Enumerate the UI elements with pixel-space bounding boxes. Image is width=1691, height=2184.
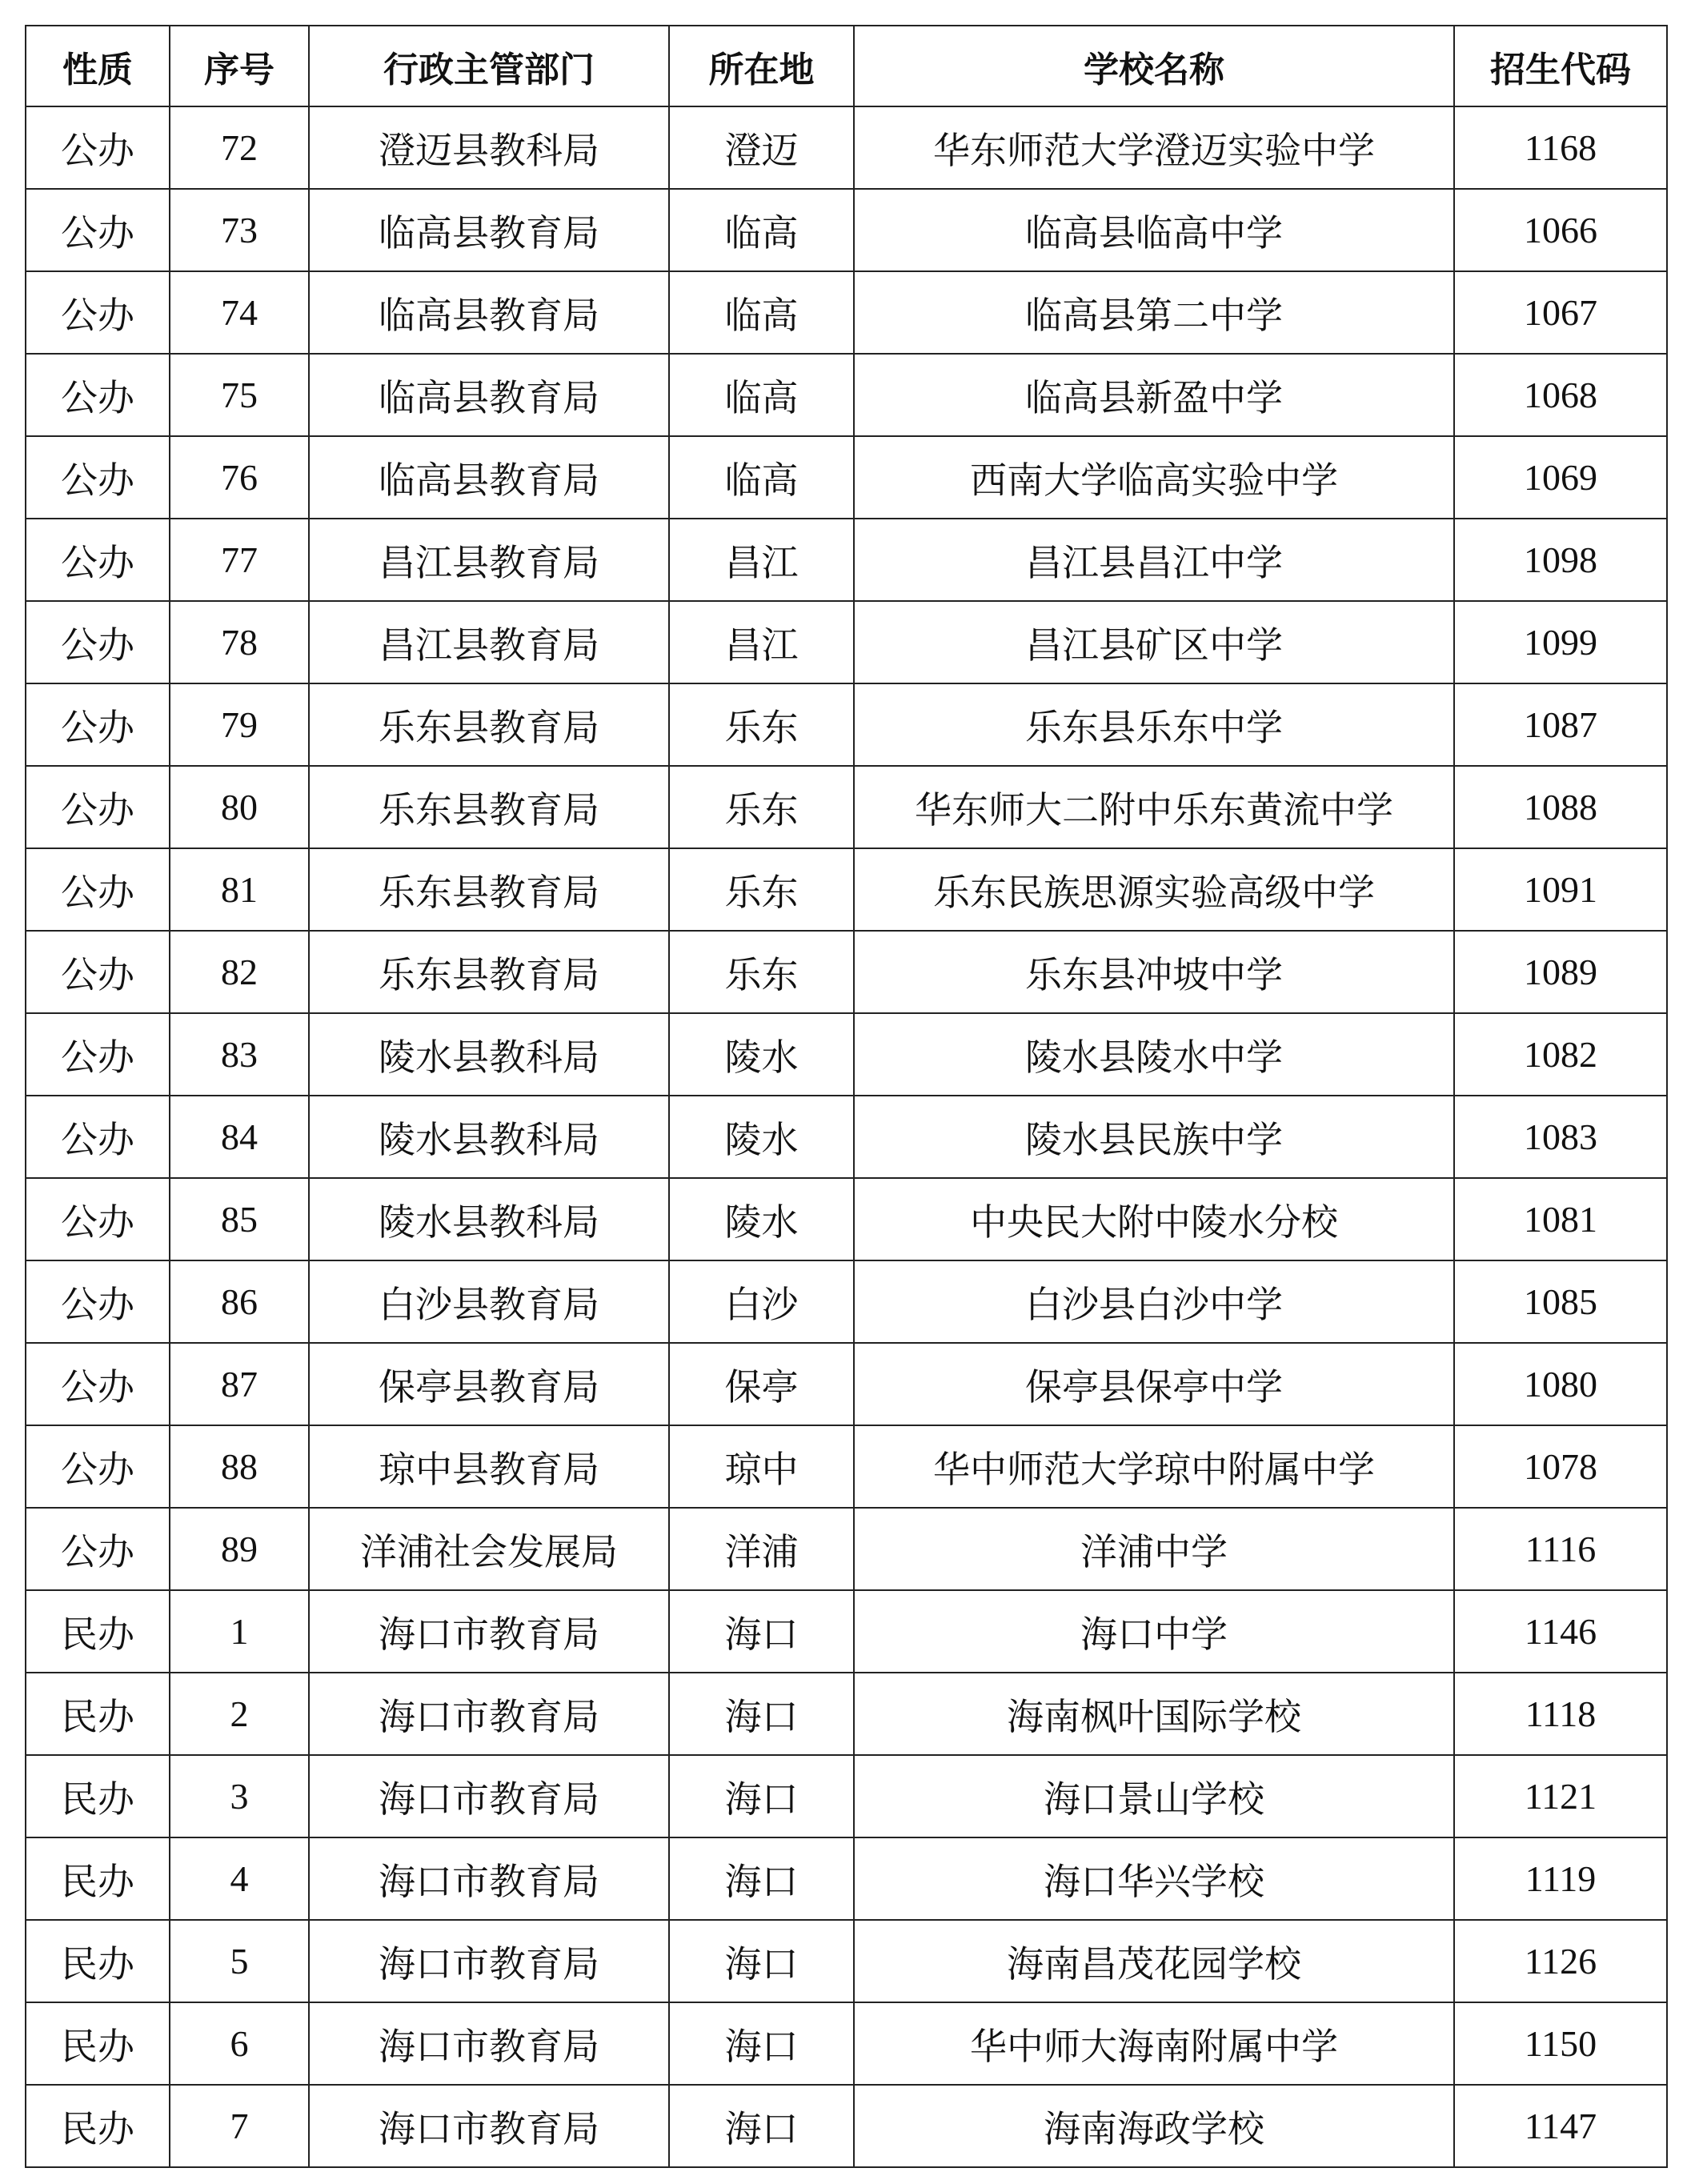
cell-location: 海口 [669, 2002, 854, 2085]
table-row [26, 848, 1667, 931]
cell-enrollment-code: 1098 [1454, 519, 1667, 601]
table-row [26, 1178, 1667, 1260]
cell-location: 昌江 [669, 601, 854, 683]
cell-school-name: 西南大学临高实验中学 [854, 436, 1454, 519]
cell-serial: 85 [170, 1178, 309, 1260]
cell-location: 临高 [669, 354, 854, 436]
table-row [26, 2002, 1667, 2085]
cell-nature: 公办 [26, 683, 170, 766]
cell-serial: 74 [170, 271, 309, 354]
cell-location: 海口 [669, 1673, 854, 1755]
cell-school-name: 白沙县白沙中学 [854, 1260, 1454, 1343]
cell-school-name: 临高县临高中学 [854, 189, 1454, 271]
cell-authority: 海口市教育局 [309, 1590, 669, 1673]
table-row [26, 1673, 1667, 1755]
table-row [26, 1260, 1667, 1343]
cell-enrollment-code: 1069 [1454, 436, 1667, 519]
cell-authority: 海口市教育局 [309, 1837, 669, 1920]
cell-location: 白沙 [669, 1260, 854, 1343]
cell-nature: 公办 [26, 1013, 170, 1096]
cell-serial: 4 [170, 1837, 309, 1920]
cell-location: 临高 [669, 436, 854, 519]
cell-authority: 昌江县教育局 [309, 519, 669, 601]
cell-nature: 公办 [26, 271, 170, 354]
cell-nature: 公办 [26, 931, 170, 1013]
cell-nature: 民办 [26, 1837, 170, 1920]
table-row [26, 1755, 1667, 1837]
cell-authority: 陵水县教科局 [309, 1178, 669, 1260]
cell-serial: 84 [170, 1096, 309, 1178]
table-row [26, 601, 1667, 683]
cell-authority: 临高县教育局 [309, 354, 669, 436]
cell-nature: 民办 [26, 1590, 170, 1673]
cell-nature: 公办 [26, 601, 170, 683]
cell-location: 临高 [669, 271, 854, 354]
cell-nature: 公办 [26, 189, 170, 271]
cell-serial: 72 [170, 106, 309, 189]
table-body [26, 106, 1667, 2167]
cell-nature: 公办 [26, 848, 170, 931]
table-row [26, 683, 1667, 766]
cell-school-name: 陵水县民族中学 [854, 1096, 1454, 1178]
cell-enrollment-code: 1091 [1454, 848, 1667, 931]
cell-school-name: 陵水县陵水中学 [854, 1013, 1454, 1096]
cell-location: 临高 [669, 189, 854, 271]
cell-serial: 7 [170, 2085, 309, 2167]
cell-authority: 白沙县教育局 [309, 1260, 669, 1343]
header-row [26, 26, 1667, 106]
header-location: 所在地 [669, 26, 854, 106]
cell-enrollment-code: 1116 [1454, 1508, 1667, 1590]
cell-enrollment-code: 1088 [1454, 766, 1667, 848]
cell-location: 保亭 [669, 1343, 854, 1425]
table-row [26, 1508, 1667, 1590]
cell-location: 乐东 [669, 848, 854, 931]
cell-enrollment-code: 1099 [1454, 601, 1667, 683]
cell-location: 海口 [669, 1590, 854, 1673]
table-row [26, 931, 1667, 1013]
cell-enrollment-code: 1066 [1454, 189, 1667, 271]
cell-serial: 75 [170, 354, 309, 436]
cell-nature: 公办 [26, 354, 170, 436]
cell-authority: 陵水县教科局 [309, 1013, 669, 1096]
cell-nature: 公办 [26, 1343, 170, 1425]
cell-authority: 陵水县教科局 [309, 1096, 669, 1178]
cell-school-name: 海口景山学校 [854, 1755, 1454, 1837]
table-row [26, 1096, 1667, 1178]
header-serial: 序号 [170, 26, 309, 106]
table-row [26, 1920, 1667, 2002]
cell-enrollment-code: 1080 [1454, 1343, 1667, 1425]
cell-school-name: 华东师范大学澄迈实验中学 [854, 106, 1454, 189]
table-row [26, 1013, 1667, 1096]
header-enrollment-code: 招生代码 [1454, 26, 1667, 106]
cell-school-name: 乐东县冲坡中学 [854, 931, 1454, 1013]
cell-school-name: 海南昌茂花园学校 [854, 1920, 1454, 2002]
cell-authority: 海口市教育局 [309, 2085, 669, 2167]
cell-authority: 洋浦社会发展局 [309, 1508, 669, 1590]
cell-authority: 乐东县教育局 [309, 848, 669, 931]
cell-school-name: 昌江县昌江中学 [854, 519, 1454, 601]
table-row [26, 1837, 1667, 1920]
cell-authority: 海口市教育局 [309, 2002, 669, 2085]
cell-serial: 86 [170, 1260, 309, 1343]
header-nature: 性质 [26, 26, 170, 106]
cell-location: 海口 [669, 2085, 854, 2167]
cell-location: 昌江 [669, 519, 854, 601]
cell-nature: 公办 [26, 1178, 170, 1260]
cell-authority: 乐东县教育局 [309, 683, 669, 766]
cell-nature: 公办 [26, 766, 170, 848]
cell-school-name: 海口华兴学校 [854, 1837, 1454, 1920]
cell-enrollment-code: 1168 [1454, 106, 1667, 189]
cell-serial: 2 [170, 1673, 309, 1755]
cell-authority: 乐东县教育局 [309, 766, 669, 848]
cell-school-name: 华中师大海南附属中学 [854, 2002, 1454, 2085]
cell-authority: 琼中县教育局 [309, 1425, 669, 1508]
cell-nature: 民办 [26, 1920, 170, 2002]
cell-authority: 乐东县教育局 [309, 931, 669, 1013]
table-row [26, 766, 1667, 848]
cell-serial: 87 [170, 1343, 309, 1425]
table-row [26, 1343, 1667, 1425]
cell-school-name: 乐东县乐东中学 [854, 683, 1454, 766]
cell-nature: 民办 [26, 1755, 170, 1837]
cell-authority: 昌江县教育局 [309, 601, 669, 683]
cell-school-name: 华东师大二附中乐东黄流中学 [854, 766, 1454, 848]
cell-serial: 1 [170, 1590, 309, 1673]
cell-location: 乐东 [669, 683, 854, 766]
cell-enrollment-code: 1078 [1454, 1425, 1667, 1508]
cell-enrollment-code: 1068 [1454, 354, 1667, 436]
cell-authority: 临高县教育局 [309, 436, 669, 519]
table-row [26, 106, 1667, 189]
cell-serial: 89 [170, 1508, 309, 1590]
header-school-name: 学校名称 [854, 26, 1454, 106]
cell-nature: 民办 [26, 2002, 170, 2085]
cell-school-name: 昌江县矿区中学 [854, 601, 1454, 683]
cell-enrollment-code: 1147 [1454, 2085, 1667, 2167]
table-row [26, 2085, 1667, 2167]
cell-nature: 民办 [26, 2085, 170, 2167]
cell-nature: 公办 [26, 1508, 170, 1590]
cell-school-name: 保亭县保亭中学 [854, 1343, 1454, 1425]
cell-authority: 海口市教育局 [309, 1673, 669, 1755]
cell-school-name: 临高县第二中学 [854, 271, 1454, 354]
cell-serial: 81 [170, 848, 309, 931]
cell-nature: 公办 [26, 436, 170, 519]
table-row [26, 354, 1667, 436]
cell-location: 陵水 [669, 1178, 854, 1260]
school-table [25, 25, 1668, 2168]
cell-school-name: 海南海政学校 [854, 2085, 1454, 2167]
cell-school-name: 中央民大附中陵水分校 [854, 1178, 1454, 1260]
cell-nature: 公办 [26, 1425, 170, 1508]
cell-serial: 73 [170, 189, 309, 271]
cell-school-name: 华中师范大学琼中附属中学 [854, 1425, 1454, 1508]
cell-serial: 80 [170, 766, 309, 848]
cell-serial: 5 [170, 1920, 309, 2002]
cell-enrollment-code: 1087 [1454, 683, 1667, 766]
cell-authority: 临高县教育局 [309, 189, 669, 271]
cell-authority: 保亭县教育局 [309, 1343, 669, 1425]
table-row [26, 1590, 1667, 1673]
cell-location: 海口 [669, 1920, 854, 2002]
cell-nature: 公办 [26, 519, 170, 601]
cell-location: 陵水 [669, 1013, 854, 1096]
cell-serial: 3 [170, 1755, 309, 1837]
cell-location: 乐东 [669, 766, 854, 848]
cell-enrollment-code: 1081 [1454, 1178, 1667, 1260]
cell-location: 陵水 [669, 1096, 854, 1178]
table-row [26, 436, 1667, 519]
cell-school-name: 乐东民族思源实验高级中学 [854, 848, 1454, 931]
cell-school-name: 海南枫叶国际学校 [854, 1673, 1454, 1755]
cell-location: 海口 [669, 1755, 854, 1837]
cell-nature: 民办 [26, 1673, 170, 1755]
cell-serial: 78 [170, 601, 309, 683]
cell-serial: 82 [170, 931, 309, 1013]
cell-serial: 77 [170, 519, 309, 601]
table-header [26, 26, 1667, 106]
cell-location: 琼中 [669, 1425, 854, 1508]
cell-nature: 公办 [26, 1260, 170, 1343]
table-row [26, 189, 1667, 271]
cell-authority: 海口市教育局 [309, 1920, 669, 2002]
cell-nature: 公办 [26, 1096, 170, 1178]
cell-location: 洋浦 [669, 1508, 854, 1590]
cell-enrollment-code: 1067 [1454, 271, 1667, 354]
cell-school-name: 临高县新盈中学 [854, 354, 1454, 436]
cell-location: 海口 [669, 1837, 854, 1920]
cell-serial: 79 [170, 683, 309, 766]
cell-serial: 88 [170, 1425, 309, 1508]
cell-enrollment-code: 1146 [1454, 1590, 1667, 1673]
cell-enrollment-code: 1121 [1454, 1755, 1667, 1837]
cell-serial: 83 [170, 1013, 309, 1096]
cell-enrollment-code: 1126 [1454, 1920, 1667, 2002]
cell-enrollment-code: 1085 [1454, 1260, 1667, 1343]
table-row [26, 271, 1667, 354]
cell-enrollment-code: 1083 [1454, 1096, 1667, 1178]
cell-authority: 海口市教育局 [309, 1755, 669, 1837]
cell-enrollment-code: 1150 [1454, 2002, 1667, 2085]
cell-serial: 76 [170, 436, 309, 519]
cell-serial: 6 [170, 2002, 309, 2085]
cell-location: 乐东 [669, 931, 854, 1013]
header-authority: 行政主管部门 [309, 26, 669, 106]
cell-enrollment-code: 1118 [1454, 1673, 1667, 1755]
cell-enrollment-code: 1119 [1454, 1837, 1667, 1920]
cell-enrollment-code: 1089 [1454, 931, 1667, 1013]
cell-nature: 公办 [26, 106, 170, 189]
cell-school-name: 洋浦中学 [854, 1508, 1454, 1590]
cell-authority: 临高县教育局 [309, 271, 669, 354]
cell-enrollment-code: 1082 [1454, 1013, 1667, 1096]
cell-authority: 澄迈县教科局 [309, 106, 669, 189]
table-row [26, 1425, 1667, 1508]
cell-school-name: 海口中学 [854, 1590, 1454, 1673]
table-row [26, 519, 1667, 601]
cell-location: 澄迈 [669, 106, 854, 189]
